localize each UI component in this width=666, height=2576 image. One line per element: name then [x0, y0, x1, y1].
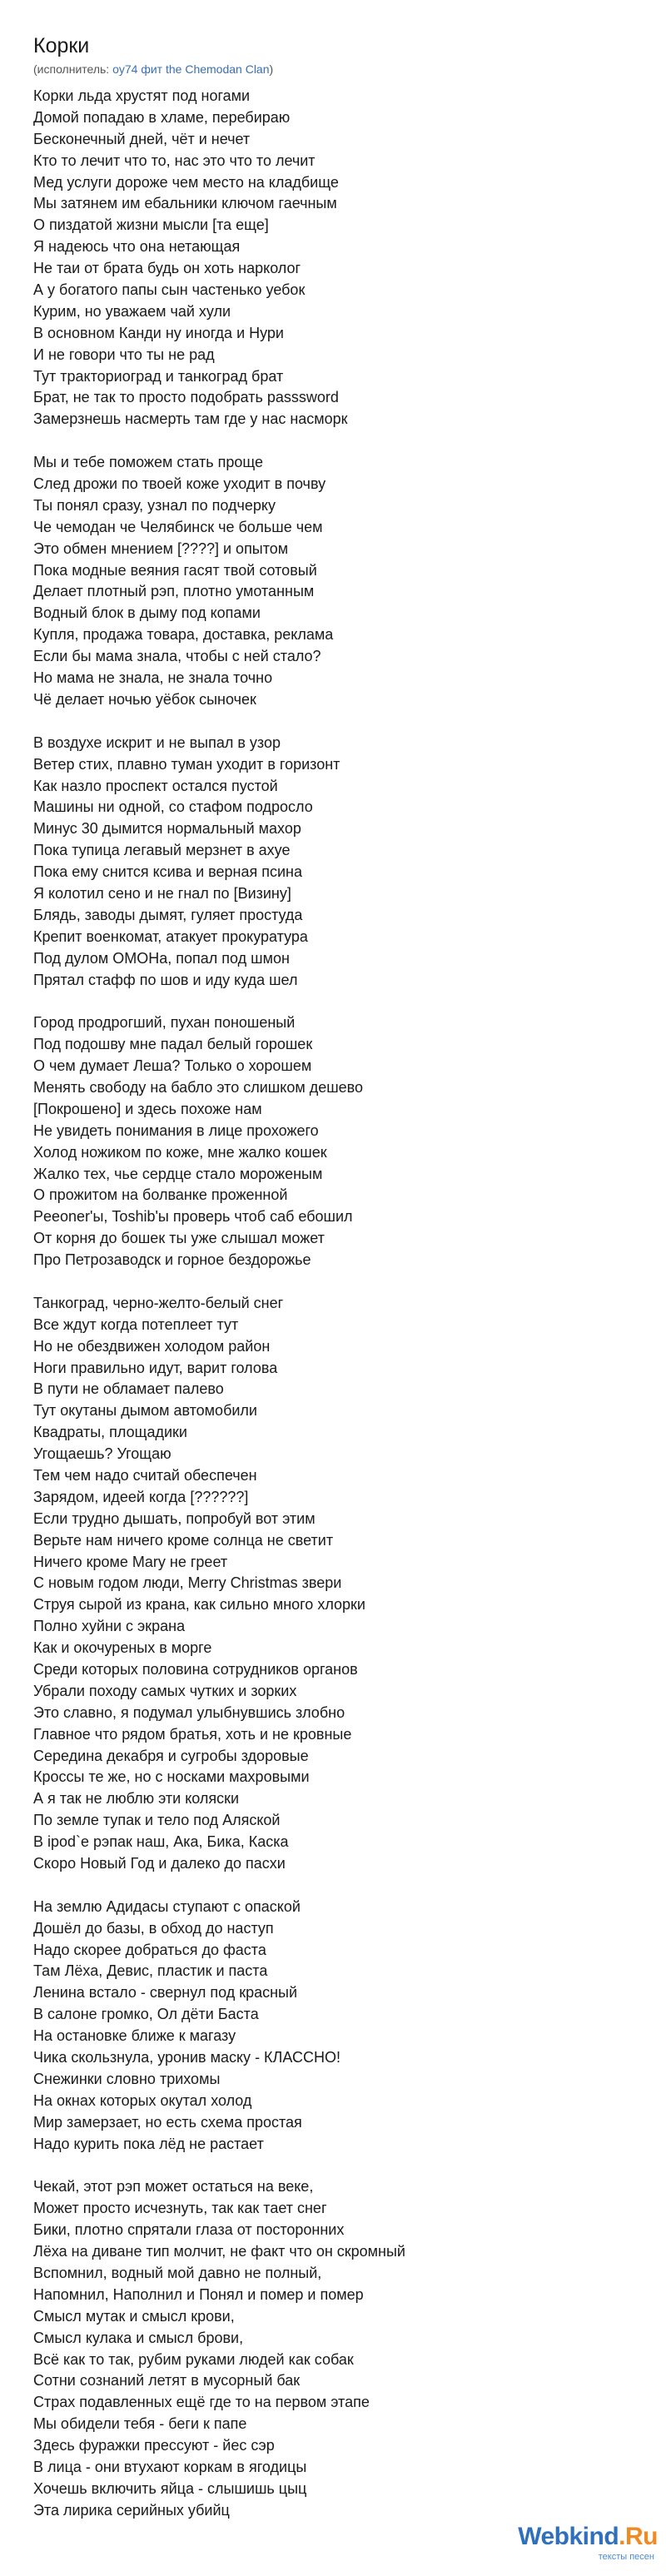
lyric-line: Там Лёха, Девис, пластик и паста — [33, 1962, 268, 1980]
lyric-line: Купля, продажа товара, доставка, реклама — [33, 626, 334, 644]
lyrics-stanza — [33, 86, 633, 430]
lyric-line: Че чемодан че Челябинск че больше чем — [33, 518, 323, 535]
lyric-line: Ленина встало - свернул под красный — [33, 1984, 298, 2002]
lyric-line: Под подошву мне падал белый горошек — [33, 1036, 313, 1053]
lyric-line: Мед услуги дороже чем место на кладбище — [33, 173, 339, 191]
lyric-line: Тем чем надо считай обеспечен — [33, 1467, 257, 1484]
lyric-line: О пиздатой жизни мысли [та еще] — [33, 216, 269, 234]
lyric-line: Я колотил сено и не гнал по [Визину] — [33, 884, 291, 902]
lyric-line: Менять свободу на бабло это слишком дешево — [33, 1078, 364, 1096]
lyrics-stanza — [33, 452, 633, 711]
lyric-line: Страх подавленных ещё где то на первом этапе — [33, 2394, 370, 2411]
lyric-line: Чекай, этот рэп может остаться на веке, — [33, 2178, 314, 2196]
lyric-line: Пока тупица легавый мерзнет в ахуе — [33, 842, 291, 859]
lyric-line: Кроссы те же, но с носками махровыми — [33, 1768, 310, 1786]
lyrics-stanza — [33, 1293, 633, 1875]
lyric-line: Снежинки словно трихомы — [33, 2070, 221, 2087]
lyric-line: Хочешь включить яйца - слышишь цыц — [33, 2479, 307, 2497]
lyric-line: Чика скользнула, уронив маску - КЛАССНО! — [33, 2049, 340, 2066]
lyric-line: Как и окочуреных в морге — [33, 1639, 212, 1657]
lyric-line: О прожитом на болванке проженной — [33, 1186, 288, 1204]
lyric-line: Убрали походу самых чутких и зорких — [33, 1682, 297, 1699]
lyric-line: Дошёл до базы, в обход до наступ — [33, 1919, 274, 1937]
lyric-line: Как назло проспект остался пустой — [33, 777, 278, 794]
lyrics-stanza — [33, 2176, 633, 2521]
lyric-line: Лёха на диване тип молчит, не факт что он скромный — [33, 2243, 405, 2260]
lyric-line: Напомнил, Наполнил и Понял и помер и помер — [33, 2285, 364, 2303]
lyric-line: Мы и тебе поможем стать проще — [33, 454, 263, 471]
lyric-line: Про Петрозаводск и горное бездорожье — [33, 1251, 311, 1269]
lyric-line: Но мама не знала, не знала точно — [33, 669, 273, 687]
lyric-line: Водный блок в дыму под копами — [33, 604, 261, 622]
lyric-line: Ничего кроме Mary не греет — [33, 1553, 228, 1570]
lyric-line: Надо скорее добраться до фаста — [33, 1941, 266, 1958]
lyric-line: Скоро Новый Год и далеко до пасхи — [33, 1855, 286, 1872]
lyric-line: След дрожи по твоей коже уходит в почву — [33, 475, 326, 493]
lyric-line: Сотни сознаний летят в мусорный бак — [33, 2372, 301, 2390]
lyric-line: Чё делает ночью уёбок сыночек — [33, 690, 256, 708]
lyric-line: Минус 30 дымится нормальный махор — [33, 820, 301, 838]
lyric-line: Холод ножиком по коже, мне жалко кошек — [33, 1143, 327, 1161]
lyric-line: Брат, не так то просто подобрать passsword — [33, 389, 339, 406]
lyrics-stanza — [33, 1897, 633, 2156]
lyric-line: Это славно, я подумал улыбнувшись злобно — [33, 1703, 345, 1721]
lyrics-body — [33, 86, 633, 2522]
lyric-line: В лица - они втухают коркам в ягодицы — [33, 2458, 307, 2475]
lyric-line: На землю Адидасы ступают с опаской — [33, 1897, 301, 1915]
lyric-line: Жалко тех, чье сердце стало мороженым — [33, 1165, 323, 1182]
lyric-line: Мы обидели тебя - беги к папе — [33, 2415, 247, 2433]
lyric-line: Мир замерзает, но есть схема простая — [33, 2113, 302, 2131]
lyric-line: Танкоград, черно-желто-белый снег — [33, 1294, 284, 1311]
lyric-line: Мы затянем им ебальники ключом гаечным — [33, 195, 337, 212]
lyric-line: Эта лирика серийных убийц — [33, 2501, 230, 2519]
lyric-line: Peeoner'ы, Toshib'ы проверь чтоб саб ебошил — [33, 1208, 353, 1226]
lyric-line: Угощаешь? Угощаю — [33, 1445, 171, 1463]
lyric-line: Середина декабря и сугробы здоровые — [33, 1747, 309, 1764]
lyric-line: Вспомнил, водный мой давно не полный, — [33, 2264, 322, 2281]
lyrics-stanza — [33, 733, 633, 992]
lyric-line: Квадраты, площадики — [33, 1424, 187, 1441]
lyric-line: Не увидеть понимания в лице прохожего — [33, 1121, 319, 1139]
lyric-line: Но не обездвижен холодом район — [33, 1337, 271, 1355]
lyric-line: Крепит военкомат, атакует прокуратура — [33, 927, 308, 945]
lyric-line: В основном Канди ну иногда и Нури — [33, 324, 284, 341]
lyric-line: На остановке ближе к магазу — [33, 2027, 236, 2045]
lyric-line: Среди которых половина сотрудников органов — [33, 1661, 358, 1678]
lyric-line: Это обмен мнением [????] и опытом — [33, 540, 289, 557]
lyric-line: Если бы мама знала, чтобы с ней стало? — [33, 648, 321, 665]
logo-subtitle: тексты песен — [598, 2552, 654, 2562]
performer-link[interactable]: oy74 фит the Chemodan Clan — [112, 62, 270, 76]
lyric-line: Все ждут когда потеплеет тут — [33, 1315, 239, 1333]
lyric-line: Главное что рядом братья, хоть и не кровные — [33, 1725, 352, 1743]
logo-tld: .Ru — [619, 2523, 658, 2550]
lyric-line: В ipod`е рэпак наш, Ака, Бика, Каска — [33, 1833, 289, 1851]
song-title: Корки — [33, 34, 90, 57]
lyric-line: А у богатого папы сын частенько уебок — [33, 281, 306, 299]
lyric-line: Если трудно дышать, попробуй вот этим — [33, 1509, 316, 1527]
lyric-line: Делает плотный рэп, плотно умотанным — [33, 583, 315, 600]
lyric-line: В воздухе искрит и не выпал в узор — [33, 734, 281, 751]
performer-line — [33, 62, 273, 77]
performer-suffix: ) — [269, 62, 274, 76]
lyric-line: Машины ни одной, со стафом подросло — [33, 798, 313, 816]
logo-wordmark — [479, 2522, 658, 2552]
lyric-line: Тут тракториоград и танкоград брат — [33, 367, 284, 385]
lyric-line: Ветер стих, плавно туман уходит в горизонт — [33, 755, 340, 773]
lyric-line: О чем думает Леша? Только о хорошем — [33, 1057, 312, 1075]
lyric-line: Может просто исчезнуть, так как тает снег — [33, 2200, 327, 2217]
lyric-line: Зарядом, идеей когда [??????] — [33, 1488, 249, 1505]
lyric-line: Бики, плотно спрятали глаза от посторонних — [33, 2221, 345, 2239]
site-logo[interactable] — [479, 2522, 658, 2569]
lyric-line: Прятал стафф по шов и иду куда шел — [33, 971, 298, 988]
lyric-line: В салоне громко, Ол дёти Баста — [33, 2006, 259, 2023]
lyric-line: Не таи от брата будь он хоть нарколог — [33, 260, 301, 277]
lyric-line: По земле тупак и тело под Аляской — [33, 1812, 281, 1829]
lyric-line: С новым годом люди, Merry Christmas звери — [33, 1574, 342, 1592]
lyric-line: Ты понял сразу, узнал по подчерку — [33, 496, 276, 514]
lyric-line: Я надеюсь что она нетающая — [33, 238, 241, 256]
lyric-line: Смысл кулака и смысл брови, — [33, 2329, 244, 2346]
lyric-line: Надо курить пока лёд не растает — [33, 2135, 264, 2152]
lyric-line: Полно хуйни с экрана — [33, 1618, 186, 1635]
lyric-line: Верьте нам ничего кроме солнца не светит — [33, 1531, 334, 1549]
lyric-line: В пути не обламает палево — [33, 1380, 224, 1398]
lyric-line: Ноги правильно идут, варит голова — [33, 1359, 278, 1376]
lyric-line: Бесконечный дней, чёт и нечет — [33, 130, 251, 147]
lyric-line: Смысл мутак и смысл крови, — [33, 2307, 235, 2325]
lyric-line: А я так не люблю эти коляски — [33, 1790, 240, 1808]
lyric-line: И не говори что ты не рад — [33, 346, 215, 363]
lyric-line: Пока ему снится ксива и верная псина — [33, 863, 302, 881]
lyric-line: Город продрогший, пухан поношеный — [33, 1014, 296, 1032]
lyric-line: Домой попадаю в хламе, перебираю — [33, 108, 291, 126]
lyric-line: На окнах которых окутал холод — [33, 2091, 252, 2109]
lyric-line: Струя сырой из крана, как сильно много хлорки — [33, 1596, 365, 1614]
lyric-line: Кто то лечит что то, нас это что то лечит — [33, 152, 316, 169]
performer-prefix: (исполнитель: — [33, 62, 113, 76]
lyric-line: Всё как то так, рубим руками людей как собак — [33, 2350, 354, 2368]
lyric-line: Замерзнешь насмерть там где у нас насморк — [33, 410, 348, 428]
lyric-line: Блядь, заводы дымят, гуляет простуда — [33, 906, 303, 923]
lyric-line: Корки льда хрустят под ногами — [33, 87, 251, 104]
lyrics-stanza — [33, 1012, 633, 1271]
lyric-line: Курим, но уважаем чай хули — [33, 302, 231, 320]
lyric-line: Под дулом ОМОНа, попал под шмон — [33, 949, 290, 967]
lyric-line: Тут окутаны дымом автомобили — [33, 1402, 257, 1420]
lyric-line: [Покрошено] и здесь похоже нам — [33, 1100, 262, 1117]
lyric-line: От корня до бошек ты уже слышал может — [33, 1230, 325, 1247]
lyric-line: Пока модные веяния гасят твой сотовый — [33, 561, 317, 579]
lyric-line: Здесь фуражки прессуют - йес сэр — [33, 2437, 275, 2454]
logo-brand: Webkind — [518, 2523, 619, 2550]
